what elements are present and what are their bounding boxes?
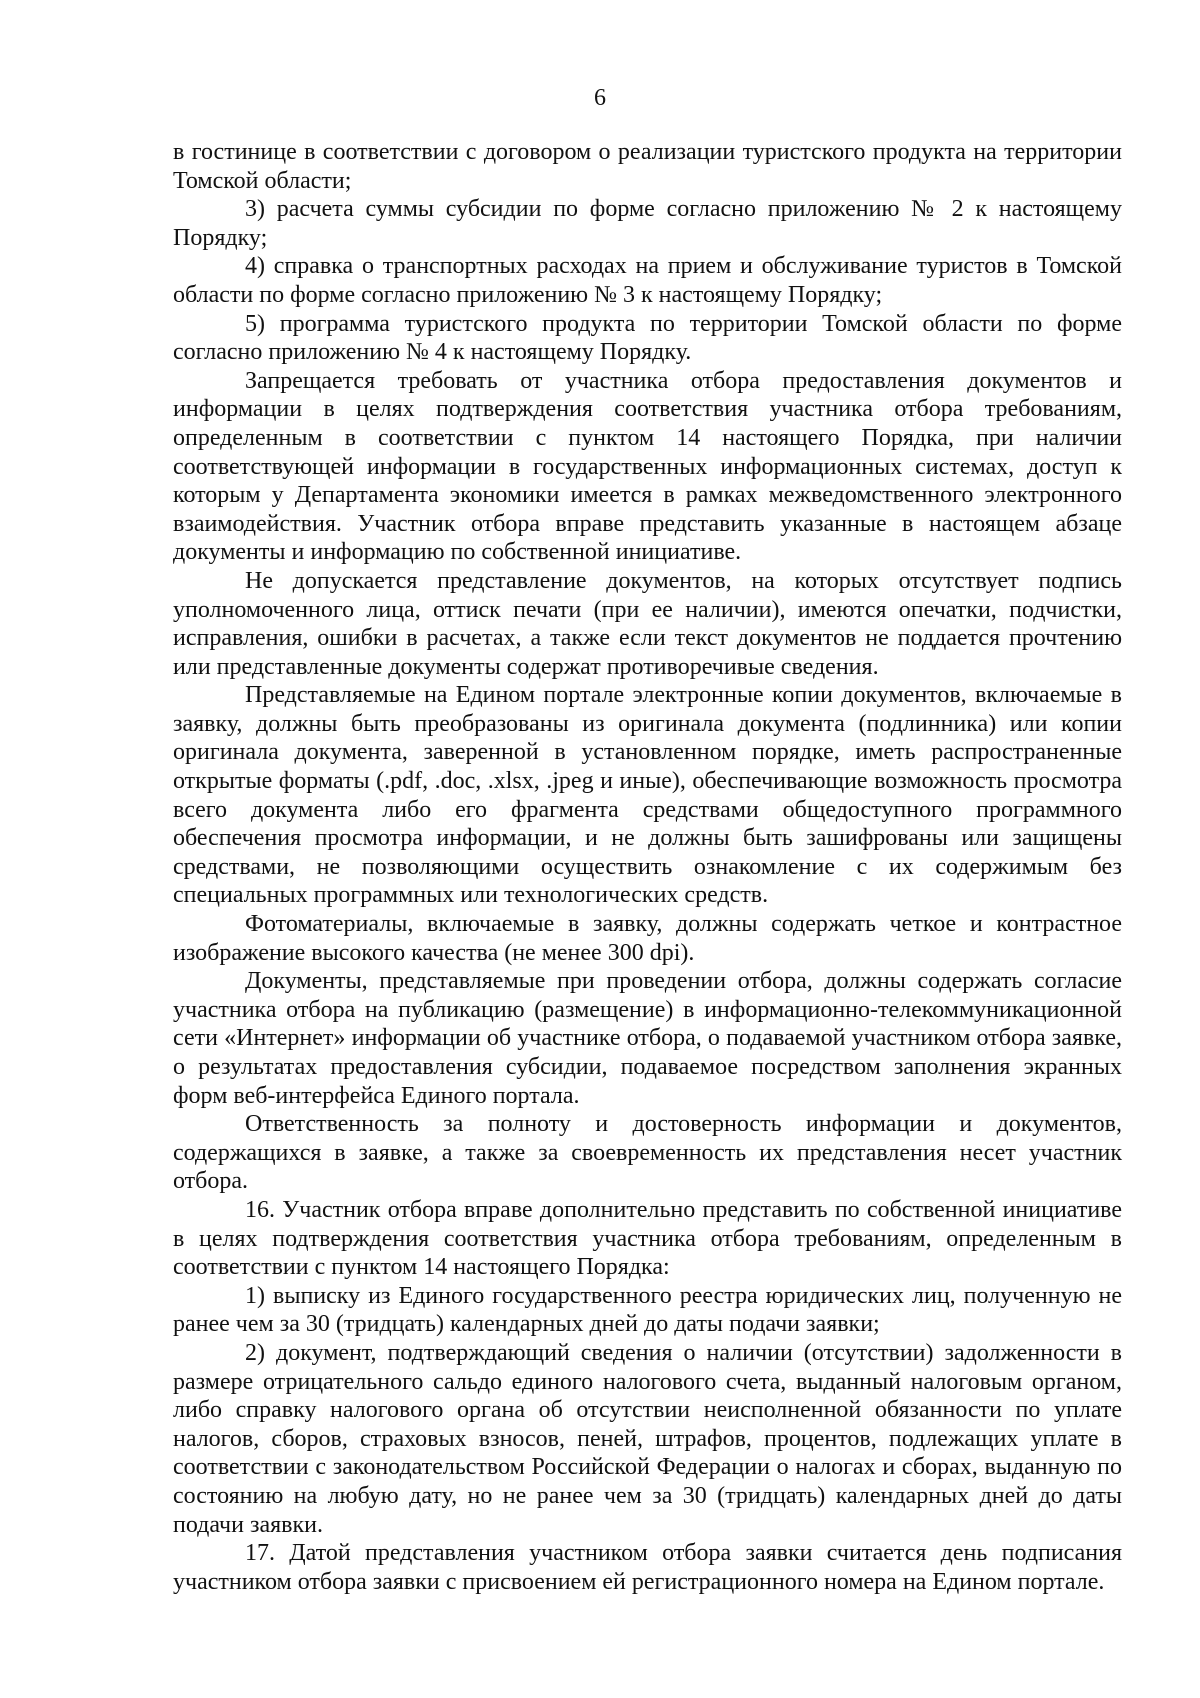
- clause-16-item-1: 1) выписку из Единого государственного реестра юридических лиц, полученную не ранее чем за 30 (тридцать) календарных дней до даты подачи заявки;: [173, 1282, 1122, 1338]
- paragraph-photos: Фотоматериалы, включаемые в заявку, должны содержать четкое и контрастное изображение высокого качества (не менее 300 dpi).: [173, 911, 1122, 966]
- paragraph-responsibility: Ответственность за полноту и достоверность информации и документов, содержащихся в заявке, а также за своевременность их представления несет участник отбора.: [173, 1111, 1122, 1195]
- list-item-3: 3) расчета суммы субсидии по форме согласно приложению № 2 к настоящему Порядку;: [173, 196, 1122, 251]
- clause-16: 16. Участник отбора вправе дополнительно представить по собственной инициативе в целях подтверждения соответствия участника отбора требованиям, определенным в соответствии с пунктом 14 настоящего Порядка:: [173, 1196, 1122, 1281]
- paragraph-consent: Документы, представляемые при проведении отбора, должны содержать согласие участника отбора на публикацию (размещение) в информационно-телекоммуникационной сети «Интернет» информации об участнике отбора, о подаваемой участником отбора заявке, о результатах предоставления субсидии, подаваемое посредством заполнения экранных форм веб-интерфейса Единого портала.: [173, 968, 1122, 1109]
- clause-17: 17. Датой представления участником отбора заявки считается день подписания участником отбора заявки с присвоением ей регистрационного номера на Едином портале.: [173, 1540, 1122, 1595]
- list-item-5: 5) программа туристского продукта по территории Томской области по форме согласно приложению № 4 к настоящему Порядку.: [173, 310, 1122, 366]
- page-number: 6: [594, 85, 606, 111]
- paragraph-continuation: в гостинице в соответствии с договором о реализации туристского продукта на территории Томской области;: [173, 139, 1122, 194]
- list-item-4: 4) справка о транспортных расходах на прием и обслуживание туристов в Томской области по форме согласно приложению № 3 к настоящему Порядку;: [173, 253, 1122, 308]
- paragraph-not-allowed: Не допускается представление документов, на которых отсутствует подпись уполномоченного лица, оттиск печати (при ее наличии), имеются опечатки, подчистки, исправления, ошибки в расчетах, а также если текст документов не поддается прочтению или представленные документы содержат противоречивые сведения.: [173, 567, 1122, 680]
- paragraph-prohibition: Запрещается требовать от участника отбора предоставления документов и информации в целях подтверждения соответствия участника отбора требованиям, определенным в соответствии с пунктом 14 настоящего Порядка, при наличии соответствующей информации в государственных информационных системах, доступ к которым у Департамента экономики имеется в рамках межведомственного электронного взаимодействия. Участник отбора вправе представить указанные в настоящем абзаце документы и информацию по собственной инициативе.: [173, 367, 1122, 566]
- document-body: [173, 138, 1122, 1596]
- clause-16-item-2: 2) документ, подтверждающий сведения о наличии (отсутствии) задолженности в размере отрицательного сальдо единого налогового счета, выданный налоговым органом, либо справку налогового органа об отсутствии неисполненной обязанности по уплате налогов, сборов, страховых взносов, пеней, штрафов, процентов, подлежащих уплате в соответствии с законодательством Российской Федерации о налогах и сборах, выданную по состоянию на любую дату, но не ранее чем за 30 (тридцать) календарных дней до даты подачи заявки.: [173, 1339, 1122, 1538]
- paragraph-electronic-copies: Представляемые на Едином портале электронные копии документов, включаемые в заявку, должны быть преобразованы из оригинала документа (подлинника) или копии оригинала документа, заверенной в установленном порядке, иметь распространенные открытые форматы (.pdf, .doc, .xlsx, .jpeg и иные), обеспечивающие возможность просмотра всего документа либо его фрагмента средствами общедоступного программного обеспечения просмотра информации, и не должны быть зашифрованы или защищены средствами, не позволяющими осуществить ознакомление с их содержимым без специальных программных или технологических средств.: [173, 682, 1122, 909]
